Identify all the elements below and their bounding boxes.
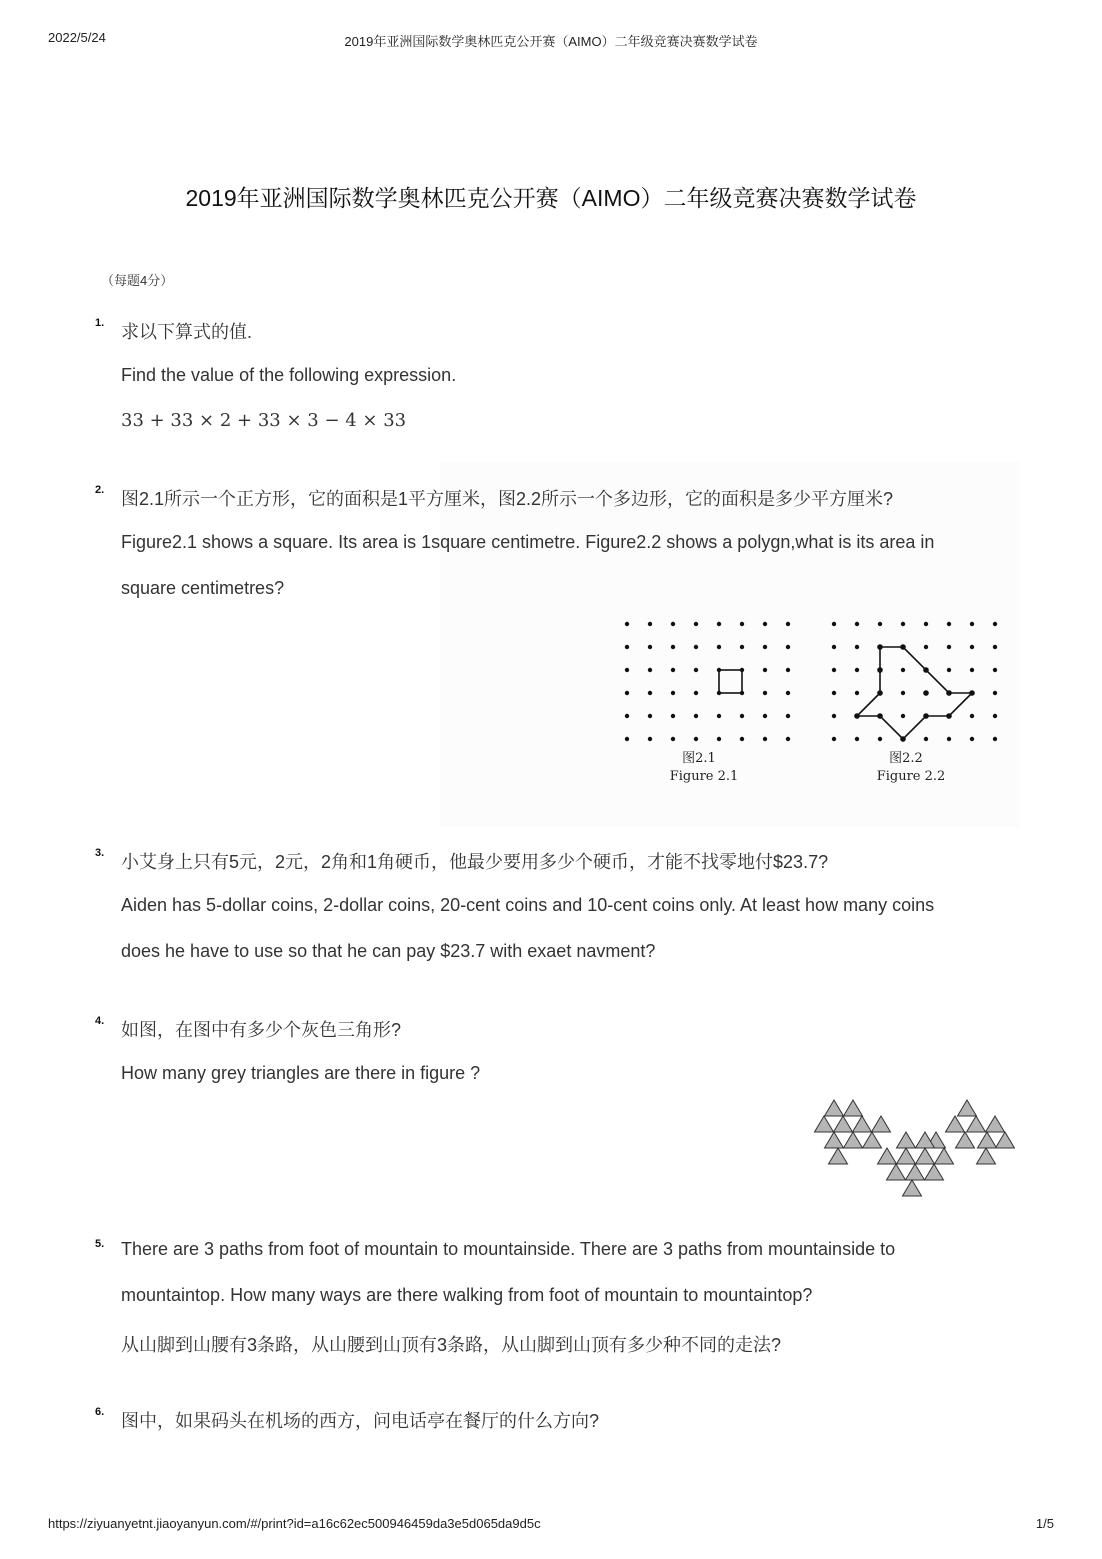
grid-dot — [648, 714, 652, 718]
question-2-english-line1: Figure2.1 shows a square. Its area is 1square centimetre. Figure2.2 shows a polygn,what is its area in — [121, 532, 935, 552]
grid-dot — [648, 622, 652, 626]
question-2-figures — [600, 605, 1020, 795]
grid-dot — [970, 737, 974, 741]
grid-dot — [993, 668, 997, 672]
grid-dot — [901, 714, 905, 718]
grey-triangle — [878, 1148, 897, 1164]
grid-dot — [993, 622, 997, 626]
grey-triangle — [815, 1116, 834, 1132]
question-4-number: 4. — [95, 1015, 105, 1027]
question-1-number: 1. — [95, 317, 105, 329]
question-1-english: Find the value of the following expression. — [121, 365, 457, 385]
grey-triangle — [887, 1164, 906, 1180]
grid-dot — [786, 622, 790, 626]
grey-triangle — [956, 1132, 975, 1148]
grid-dot — [855, 668, 859, 672]
grey-triangle — [906, 1164, 925, 1180]
grid-dot — [832, 622, 836, 626]
dot-grid-figure-2-1 — [625, 622, 790, 741]
polygon-vertex — [923, 713, 929, 719]
grey-triangle — [863, 1132, 882, 1148]
grid-dot — [901, 691, 905, 695]
grid-dot — [855, 737, 859, 741]
grid-dot — [901, 668, 905, 672]
grid-dot — [832, 714, 836, 718]
grid-dot — [740, 714, 744, 718]
grid-dot — [970, 645, 974, 649]
grid-dot — [671, 737, 675, 741]
grid-dot — [717, 714, 721, 718]
grid-dot — [648, 691, 652, 695]
score-note: （每题4分） — [101, 273, 174, 288]
grid-dot — [786, 691, 790, 695]
question-3-english-line2: does he have to use so that he can pay $23.7 with exaet navment? — [121, 941, 656, 961]
grid-dot — [625, 622, 629, 626]
grid-dot — [671, 668, 675, 672]
grid-dot — [855, 622, 859, 626]
grid-dot — [717, 645, 721, 649]
grid-dot — [993, 691, 997, 695]
figure-2-1-label-zh: 图2.1 — [682, 751, 716, 766]
grid-dot — [970, 622, 974, 626]
grid-dot — [625, 645, 629, 649]
question-4-chinese: 如图，在图中有多少个灰色三角形? — [121, 1020, 402, 1040]
question-2-number: 2. — [95, 484, 105, 496]
grid-dot — [878, 737, 882, 741]
grey-triangle — [825, 1100, 844, 1116]
question-1-chinese: 求以下算式的值. — [121, 322, 253, 342]
grid-dot — [694, 645, 698, 649]
grid-dot — [648, 737, 652, 741]
question-5-number: 5. — [95, 1238, 105, 1250]
grid-dot — [832, 737, 836, 741]
grid-dot — [717, 622, 721, 626]
header-title: 2019年亚洲国际数学奥林匹克公开赛（AIMO）二年级竞赛决赛数学试卷 — [344, 34, 758, 49]
grey-triangle — [946, 1116, 965, 1132]
grid-dot — [694, 714, 698, 718]
polygon-vertex — [877, 713, 883, 719]
grid-dot — [878, 622, 882, 626]
question-6-number: 6. — [95, 1406, 105, 1418]
polygon-vertex — [969, 690, 975, 696]
question-2-english-line2: square centimetres? — [121, 578, 285, 598]
grid-dot — [648, 645, 652, 649]
polygon-shape — [857, 647, 972, 739]
page-title: 2019年亚洲国际数学奥林匹克公开赛（AIMO）二年级竞赛决赛数学试卷 — [185, 185, 917, 211]
polygon-vertex — [900, 736, 906, 742]
grey-triangle — [853, 1116, 872, 1132]
grid-dot — [671, 645, 675, 649]
grey-triangle — [986, 1116, 1005, 1132]
grid-dot — [970, 714, 974, 718]
grid-dot — [625, 668, 629, 672]
header-date: 2022/5/24 — [48, 30, 106, 45]
question-3-number: 3. — [95, 847, 105, 859]
question-1-expression: 33 + 33 × 2 + 33 × 3 − 4 × 33 — [121, 410, 407, 431]
polygon-vertex — [923, 690, 929, 696]
grid-dot — [763, 645, 767, 649]
grid-dot — [947, 645, 951, 649]
grid-dot — [901, 622, 905, 626]
grid-dot — [717, 737, 721, 741]
footer-page-number: 1/5 — [1035, 1516, 1054, 1531]
grey-triangle — [978, 1132, 997, 1148]
grid-dot — [786, 714, 790, 718]
grid-dot — [786, 737, 790, 741]
footer-url: https://ziyuanyetnt.jiaoyanyun.com/#/print?id=a16c62ec500946459da3e5d065da9d5c — [48, 1516, 541, 1531]
polygon-vertex — [877, 667, 883, 673]
question-4-english: How many grey triangles are there in figure ? — [121, 1063, 481, 1083]
grid-dot — [924, 737, 928, 741]
question-3-chinese: 小艾身上只有5元，2元，2角和1角硬币，他最少要用多少个硬币，才能不找零地付$23.7? — [121, 852, 829, 872]
polygon-vertex — [900, 644, 906, 650]
grid-dot — [694, 737, 698, 741]
grey-triangle — [834, 1116, 853, 1132]
grey-triangle — [935, 1148, 954, 1164]
grid-dot — [625, 691, 629, 695]
grey-triangle — [897, 1132, 916, 1148]
grid-dot — [786, 645, 790, 649]
grid-dot — [832, 645, 836, 649]
grid-dot — [671, 691, 675, 695]
grid-dot — [947, 622, 951, 626]
grey-triangle — [977, 1148, 996, 1164]
question-3-english-line1: Aiden has 5-dollar coins, 2-dollar coins, 20-cent coins and 10-cent coins only. At least how many coins — [121, 895, 935, 915]
question-6-chinese: 图中，如果码头在机场的西方，问电话亭在餐厅的什么方向? — [121, 1411, 600, 1431]
grey-triangle — [996, 1132, 1015, 1148]
grid-dot — [832, 691, 836, 695]
grid-dot — [855, 645, 859, 649]
polygon-vertex — [854, 713, 860, 719]
grid-dot — [763, 622, 767, 626]
grey-triangle — [903, 1180, 922, 1196]
grid-dot — [947, 668, 951, 672]
grid-dot — [625, 737, 629, 741]
grid-dot — [993, 737, 997, 741]
grid-dot — [763, 714, 767, 718]
grid-dot — [648, 668, 652, 672]
grid-dot — [740, 645, 744, 649]
grid-dot — [694, 668, 698, 672]
grid-dot — [832, 668, 836, 672]
figure-2-2-label-zh: 图2.2 — [889, 751, 923, 766]
question-5-english-line2: mountaintop. How many ways are there walking from foot of mountain to mountaintop? — [121, 1285, 813, 1305]
question-5-chinese: 从山脚到山腰有3条路，从山腰到山顶有3条路，从山脚到山顶有多少种不同的走法? — [121, 1335, 782, 1355]
question-5-english-line1: There are 3 paths from foot of mountain to mountainside. There are 3 paths from mountainside to — [121, 1239, 896, 1259]
grey-triangle — [872, 1116, 891, 1132]
grid-dot — [694, 691, 698, 695]
grid-dot — [924, 622, 928, 626]
polygon-vertex — [877, 690, 883, 696]
figure-2-1-label-en: Figure 2.1 — [669, 769, 739, 784]
grey-triangle — [829, 1148, 848, 1164]
grey-triangle — [916, 1148, 935, 1164]
figure-2-2-label-en: Figure 2.2 — [876, 769, 946, 784]
grid-dot — [924, 645, 928, 649]
grey-triangle — [967, 1116, 986, 1132]
grid-dot — [671, 622, 675, 626]
polygon-vertex — [946, 690, 952, 696]
grid-dot — [993, 645, 997, 649]
grid-dot — [763, 691, 767, 695]
grid-dot — [671, 714, 675, 718]
grid-dot — [740, 737, 744, 741]
unit-square — [719, 670, 742, 693]
dot-grid-figure-2-2 — [832, 622, 997, 741]
grid-dot — [625, 714, 629, 718]
question-2-chinese: 图2.1所示一个正方形，它的面积是1平方厘米，图2.2所示一个多边形，它的面积是多少平方厘米? — [121, 489, 894, 509]
grey-triangle — [844, 1132, 863, 1148]
grey-triangle — [897, 1148, 916, 1164]
grid-dot — [855, 691, 859, 695]
grey-triangle — [825, 1132, 844, 1148]
grey-triangle — [925, 1164, 944, 1180]
grid-dot — [694, 622, 698, 626]
polygon-vertex — [877, 644, 883, 650]
grid-dot — [786, 668, 790, 672]
grey-triangle — [958, 1100, 977, 1116]
grey-triangles-figure — [805, 1090, 1015, 1202]
grid-dot — [740, 622, 744, 626]
polygon-vertex — [923, 667, 929, 673]
grid-dot — [993, 714, 997, 718]
polygon-vertex — [946, 713, 952, 719]
grid-dot — [763, 737, 767, 741]
grid-dot — [763, 668, 767, 672]
grid-dot — [947, 737, 951, 741]
grid-dot — [970, 668, 974, 672]
grey-triangle — [844, 1100, 863, 1116]
